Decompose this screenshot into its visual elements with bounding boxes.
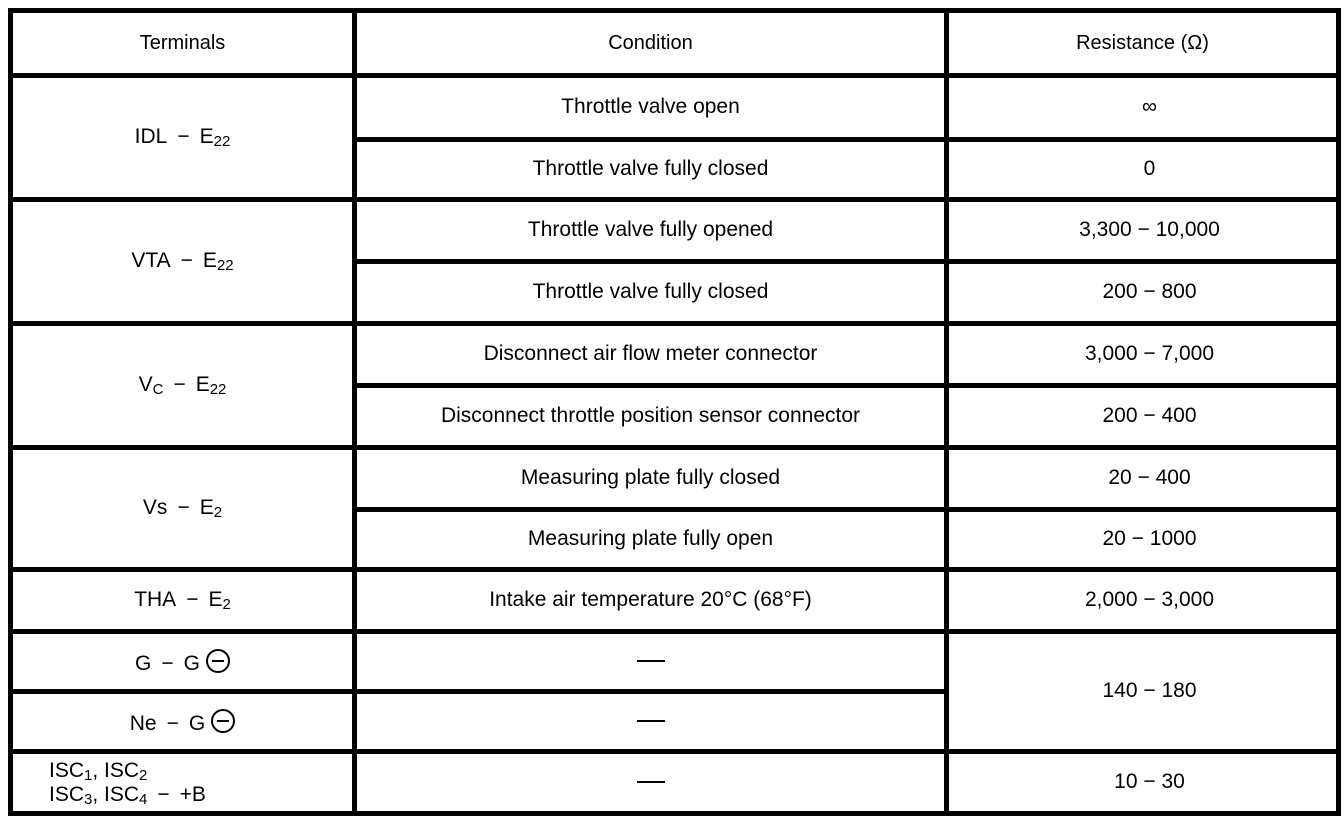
condition-cell: Measuring plate fully open xyxy=(355,510,947,570)
circled-minus-icon xyxy=(211,709,235,733)
header-resistance: Resistance (Ω) xyxy=(947,11,1339,76)
resistance-cell: 200 − 400 xyxy=(947,386,1339,448)
condition-cell: Throttle valve fully closed xyxy=(355,262,947,324)
resistance-cell: 200 − 800 xyxy=(947,262,1339,324)
condition-cell: Throttle valve fully closed xyxy=(355,140,947,200)
resistance-spec-sheet xyxy=(8,8,1336,826)
terminal-g-g-minus: G − G xyxy=(11,632,355,692)
condition-cell: Throttle valve fully opened xyxy=(355,200,947,262)
table-row xyxy=(11,324,1339,386)
terminal-resistance-table xyxy=(8,8,1341,816)
isc-line-1: ISC1, ISC2 xyxy=(49,759,148,785)
resistance-cell: 20 − 1000 xyxy=(947,510,1339,570)
condition-cell: Throttle valve open xyxy=(355,76,947,140)
resistance-cell: 3,300 − 10,000 xyxy=(947,200,1339,262)
table-row xyxy=(11,752,1339,814)
table-row xyxy=(11,76,1339,140)
terminal-tha-e2: THA − E2 xyxy=(11,570,355,632)
terminal-label: VTA xyxy=(131,249,171,273)
terminal-vs-e2: Vs − E2 xyxy=(11,448,355,570)
condition-cell: Intake air temperature 20°C (68°F) xyxy=(355,570,947,632)
table-row xyxy=(11,632,1339,692)
header-row xyxy=(11,11,1339,76)
resistance-cell: ∞ xyxy=(947,76,1339,140)
terminal-vc-e22: VC − E22 xyxy=(11,324,355,448)
resistance-cell: 2,000 − 3,000 xyxy=(947,570,1339,632)
resistance-cell: 3,000 − 7,000 xyxy=(947,324,1339,386)
condition-cell xyxy=(355,692,947,752)
table-row xyxy=(11,448,1339,510)
terminal-ne-g-minus: Ne − G xyxy=(11,692,355,752)
condition-cell xyxy=(355,752,947,814)
terminal-label: V xyxy=(138,373,153,397)
terminal-vta-e22: VTA − E22 xyxy=(11,200,355,324)
resistance-cell: 10 − 30 xyxy=(947,752,1339,814)
terminal-label: IDL xyxy=(134,125,168,149)
resistance-cell: 20 − 400 xyxy=(947,448,1339,510)
condition-cell: Measuring plate fully closed xyxy=(355,448,947,510)
dash-icon xyxy=(637,660,665,662)
dash-icon xyxy=(637,781,665,783)
isc-line-2: ISC3, ISC4 − +B xyxy=(49,782,206,808)
header-terminals: Terminals xyxy=(11,11,355,76)
resistance-cell: 0 xyxy=(947,140,1339,200)
table-row xyxy=(11,570,1339,632)
terminal-label: Ne xyxy=(129,712,157,736)
condition-cell xyxy=(355,632,947,692)
terminal-label: G xyxy=(135,652,152,676)
circled-minus-icon xyxy=(206,649,230,673)
terminal-label: THA xyxy=(134,588,177,612)
dash-icon xyxy=(637,720,665,722)
table-row xyxy=(11,200,1339,262)
terminal-isc-b xyxy=(11,752,355,814)
condition-cell: Disconnect air flow meter connector xyxy=(355,324,947,386)
header-condition: Condition xyxy=(355,11,947,76)
terminal-idl-e22: IDL − E22 xyxy=(11,76,355,200)
condition-cell: Disconnect throttle position sensor connector xyxy=(355,386,947,448)
terminal-label: Vs xyxy=(142,496,168,520)
resistance-cell: 140 − 180 xyxy=(947,632,1339,752)
